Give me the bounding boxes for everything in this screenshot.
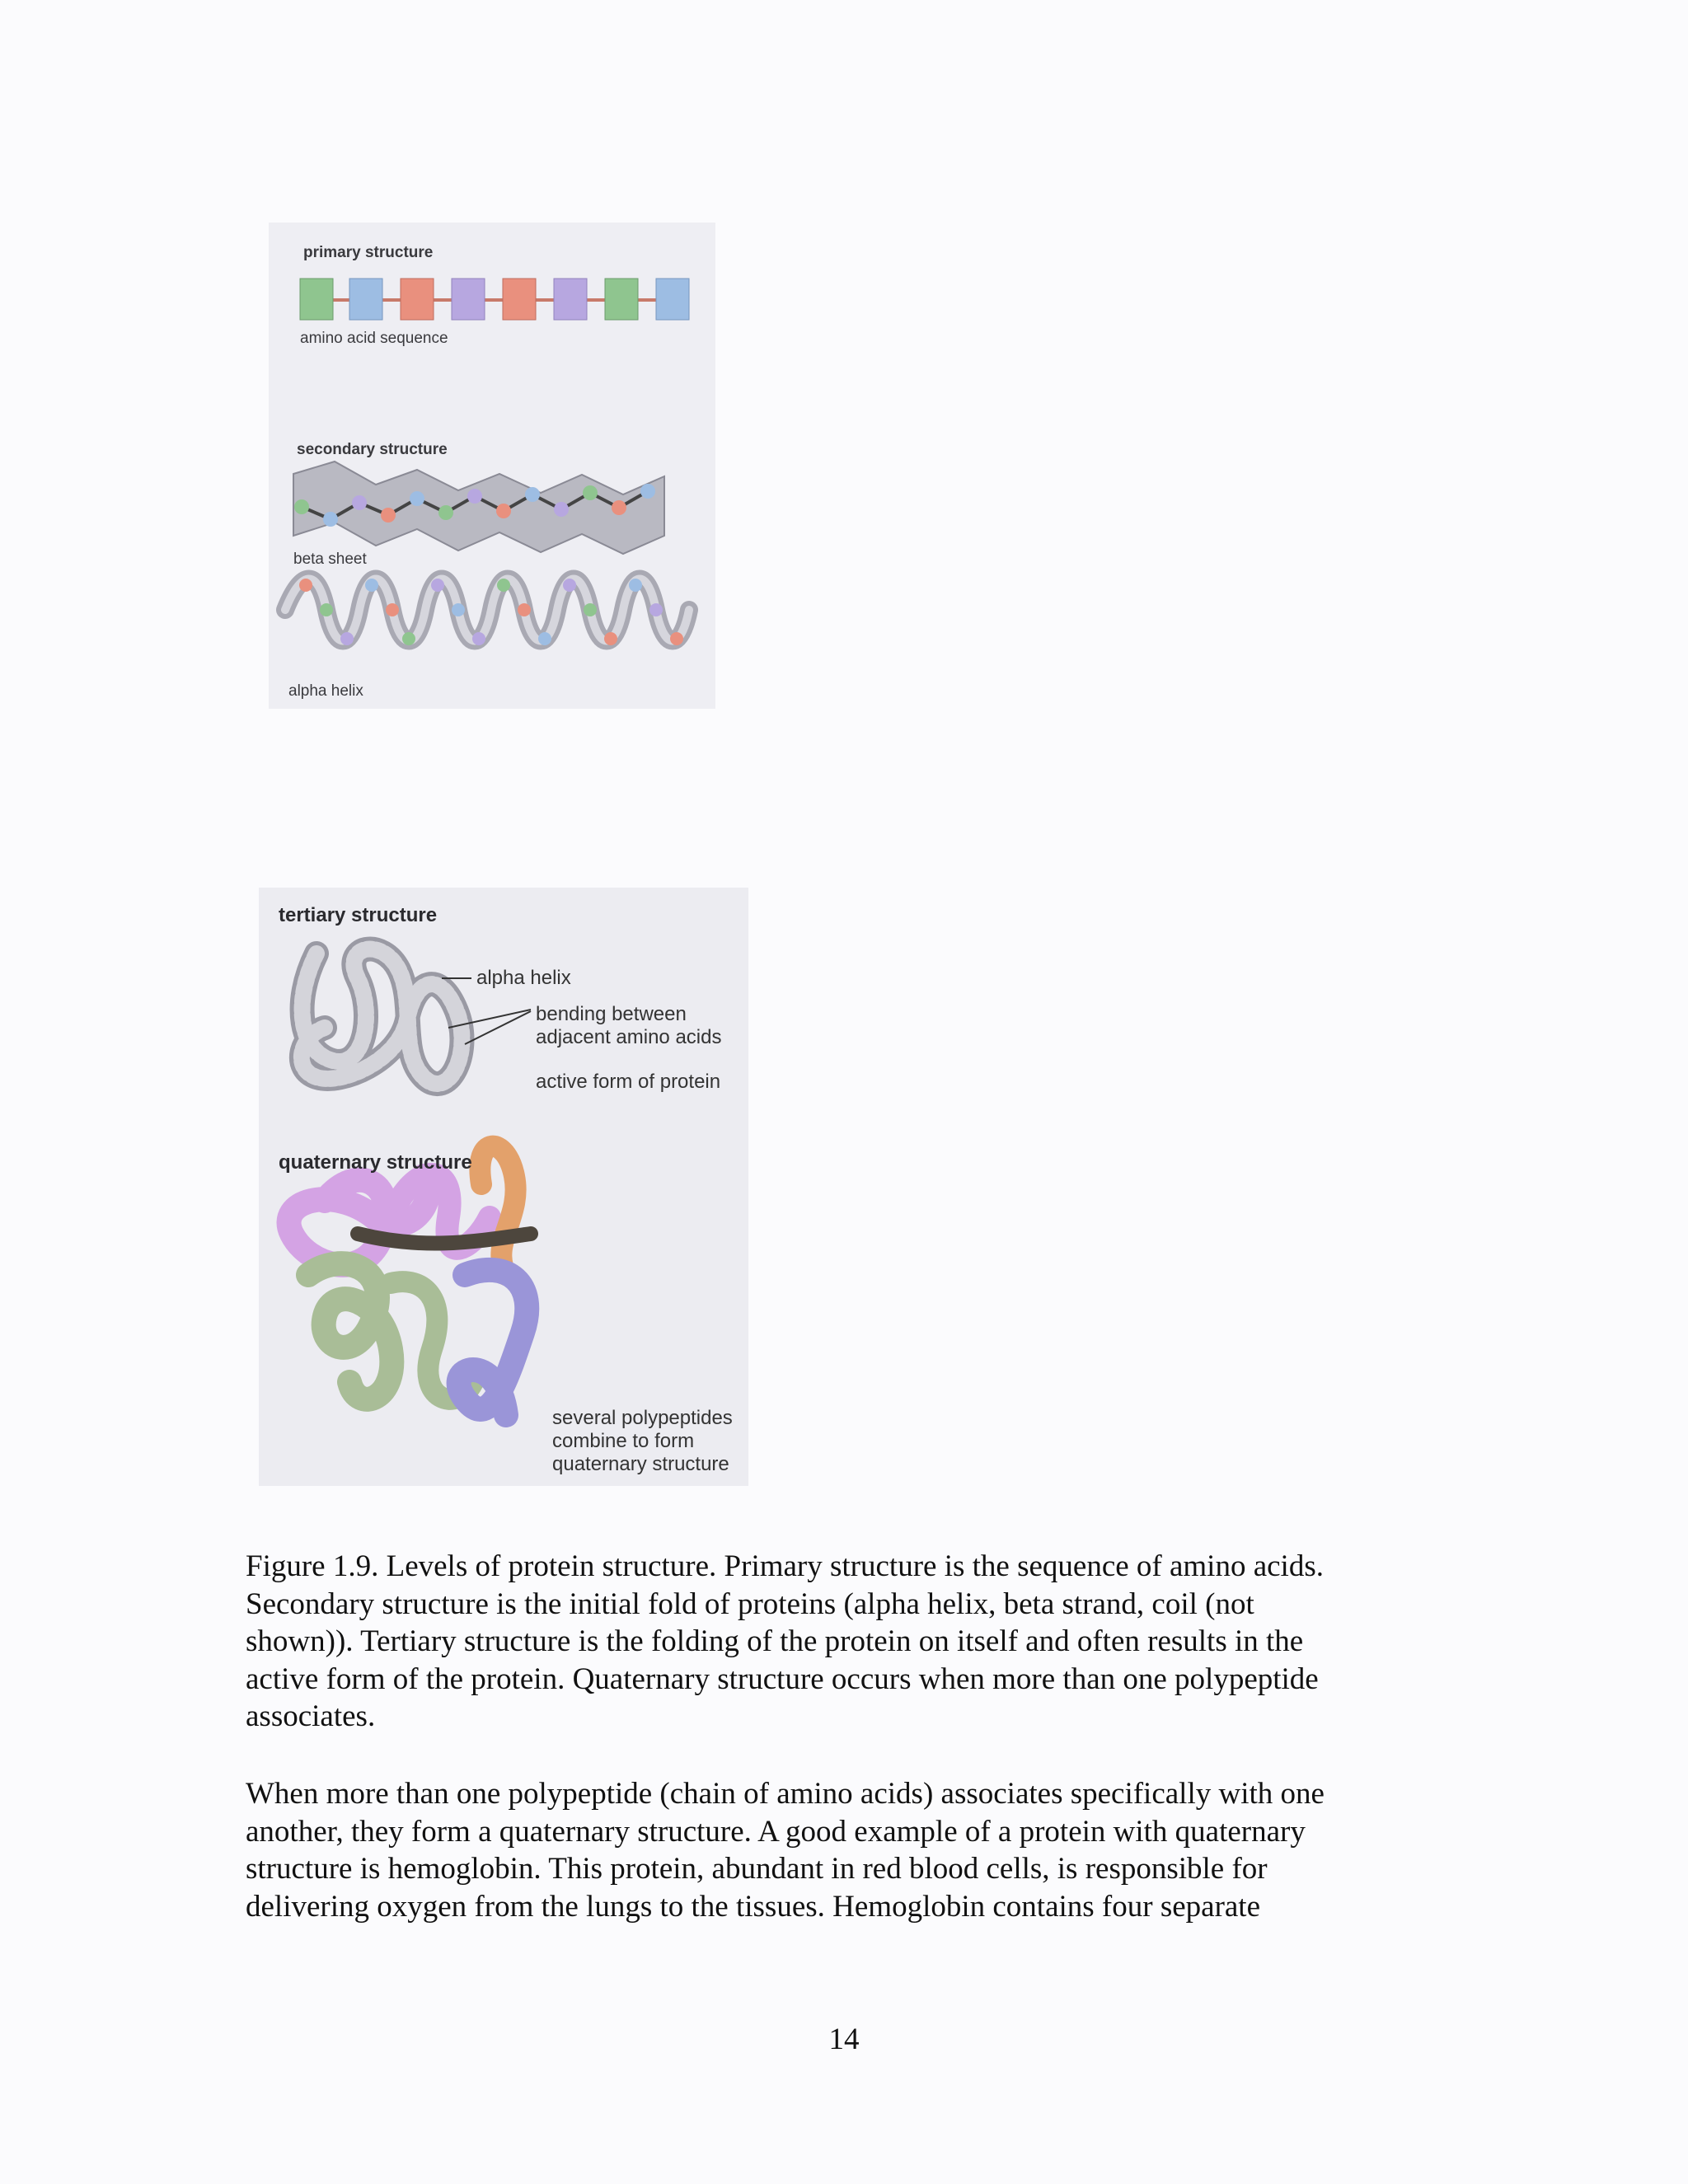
figure-caption: Figure 1.9. Levels of protein structure. Primary structure is the sequence of amino acids. Secondary structure is the initial fold of proteins (alpha helix, beta strand, coil (not shown)). Tertiary structure is the folding of the protein on itself and often results in the active form of the protein. Quaternary structure occurs when more than one polypeptide associates. [246,1549,1324,1733]
amino-acid-block [656,279,689,320]
polypeptides-label-line3: quaternary structure [552,1453,729,1475]
alpha-helix-label: alpha helix [476,967,571,989]
alpha-helix-graphic [285,579,689,645]
beta-sheet-label: beta sheet [293,551,367,568]
amino-acid-block [452,279,485,320]
amino-acid-block [300,279,333,320]
amino-acid-block [503,279,536,320]
page-number: 14 [828,2022,860,2056]
alpha-helix-caption: alpha helix [288,682,363,700]
bending-label-line2: adjacent amino acids [536,1026,722,1048]
quaternary-tangle-graphic [288,1146,531,1415]
amino-acid-sequence-label: amino acid sequence [300,330,448,347]
quaternary-structure-title: quaternary structure [279,1151,472,1174]
amino-acid-block [349,279,382,320]
tertiary-structure-title: tertiary structure [279,904,438,926]
amino-acid-chain [300,279,689,320]
amino-acid-block [605,279,638,320]
amino-acid-block [401,279,434,320]
active-form-label: active form of protein [536,1071,721,1093]
polypeptides-label-line2: combine to form [552,1430,695,1452]
figure-panel-tertiary-quaternary [259,888,748,1486]
bending-label-line1: bending between [536,1003,687,1025]
primary-structure-title: primary structure [303,244,434,261]
primary-secondary-illustration [269,223,715,709]
beta-sheet-graphic [293,462,664,554]
body-paragraph: When more than one polypeptide (chain of amino acids) associates specifically with one another, they form a quaternary structure. A good example of a protein with quaternary structure is hemoglobin. This protein, abundant in red blood cells, is responsible for delivering oxygen from the lungs to the tissues. Hemoglobin contains four separate [246,1777,1325,1924]
tertiary-coil-graphic [302,949,462,1085]
secondary-structure-title: secondary structure [297,441,448,458]
amino-acid-block [554,279,587,320]
polypeptides-label-line1: several polypeptides [552,1407,733,1429]
figure-panel-primary-secondary [269,223,715,709]
